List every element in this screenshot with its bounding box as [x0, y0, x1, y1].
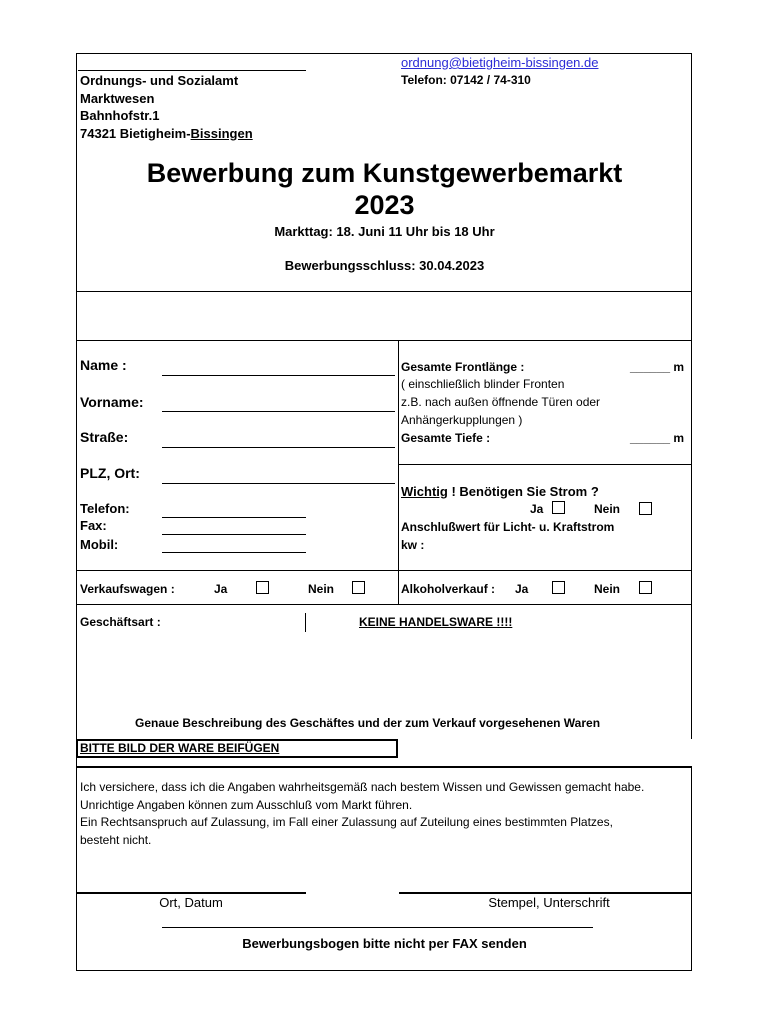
signature-line[interactable] [399, 892, 692, 894]
name-label: Name : [80, 357, 127, 373]
page-title-year: 2023 [354, 190, 415, 220]
power-question-text: ! Benötigen Sie Strom ? [447, 484, 599, 499]
middle-divider [398, 340, 399, 605]
stamp-signature-label: Stempel, Unterschrift [488, 895, 610, 910]
power-yes-label: Ja [530, 502, 544, 516]
alcohol-yes-checkbox[interactable] [552, 581, 565, 594]
power-yes-checkbox[interactable] [552, 501, 565, 514]
mobile-label: Mobil: [80, 537, 119, 552]
street-label: Straße: [80, 429, 129, 445]
power-no-label: Nein [594, 502, 621, 516]
depth-blank[interactable]: ______ m [630, 431, 685, 445]
fax-input-line[interactable] [162, 534, 306, 535]
stand-power-separator [398, 464, 692, 465]
deadline: Bewerbungsschluss: 30.04.2023 [284, 258, 485, 273]
alcohol-label: Alkoholverkauf : [401, 582, 496, 596]
office-city-prefix: 74321 Bietigheim- [80, 125, 191, 141]
vehicle-no-checkbox[interactable] [352, 581, 365, 594]
email-link[interactable]: ordnung@bietigheim-bissingen.de [401, 55, 599, 70]
business-label: Geschäftsart : [80, 615, 161, 629]
depth-label: Gesamte Tiefe : [401, 431, 491, 445]
front-length-label: Gesamte Frontlänge : [401, 360, 525, 374]
front-note-2: z.B. nach außen öffnende Türen oder [401, 395, 601, 409]
fax-label: Fax: [80, 518, 107, 533]
declaration-line-2: Unrichtige Angaben können zum Ausschluß vom Markt führen. [80, 797, 413, 812]
phone-input-line[interactable] [162, 517, 306, 518]
front-note-1: ( einschließlich blinder Fronten [401, 377, 565, 391]
business-description-hint: Genaue Beschreibung des Geschäftes und der zum Verkauf vorgesehenen Waren [135, 716, 601, 730]
phone-text: Telefon: 07142 / 74-310 [401, 73, 531, 87]
front-length-blank[interactable]: ______ m [630, 360, 685, 374]
declaration-line-3: Ein Rechtsanspruch auf Zulassung, im Fall einer Zulassung auf Zuteilung eines bestimmten Platzes, [80, 815, 613, 829]
frame-right [691, 53, 692, 739]
office-department: Marktwesen [80, 90, 155, 106]
office-address [80, 72, 253, 142]
phone-label: Telefon: [80, 501, 130, 516]
office-city [80, 125, 253, 143]
separator-1 [76, 291, 692, 292]
page-title: Bewerbung zum Kunstgewerbemarkt [146, 158, 623, 188]
alcohol-no-label: Nein [594, 582, 621, 596]
firstname-input-line[interactable] [162, 411, 395, 412]
vehicle-yes-checkbox[interactable] [256, 581, 269, 594]
important-label: Wichtig [401, 484, 448, 499]
header-signature-line [78, 70, 306, 71]
frame-top [76, 53, 692, 54]
office-street: Bahnhofstr.1 [80, 108, 160, 123]
declaration-line-1: Ich versichere, dass ich die Angaben wahrheitsgemäß nach bestem Wissen und Gewissen gemacht habe. [80, 780, 645, 794]
no-trade-goods-text: KEINE HANDELSWARE !!!! [359, 615, 513, 629]
office-name: Ordnungs- und Sozialamt [80, 73, 239, 88]
vehicle-yes-label: Ja [214, 582, 228, 596]
declaration-line-4: besteht nicht. [80, 832, 152, 847]
market-day: Markttag: 18. Juni 11 Uhr bis 18 Uhr [274, 224, 495, 239]
kw-label: kw : [401, 538, 425, 552]
vehicle-label: Verkaufswagen : [80, 582, 175, 596]
frame-bottom [76, 970, 692, 971]
row-separator-top [76, 570, 692, 571]
front-note-3: Anhängerkupplungen ) [401, 413, 523, 427]
separator-2 [76, 340, 692, 341]
vehicle-no-label: Nein [308, 582, 335, 596]
declaration-text [80, 779, 644, 849]
firstname-label: Vorname: [80, 394, 144, 410]
declaration-separator [76, 766, 692, 768]
place-date-label: Ort, Datum [159, 895, 223, 910]
business-cursor-mark [305, 613, 306, 632]
zip-label: PLZ, Ort: [80, 465, 140, 481]
footer-line [162, 927, 593, 928]
mobile-input-line[interactable] [162, 552, 306, 553]
place-date-line[interactable] [76, 892, 306, 894]
photo-note-box [76, 739, 398, 758]
no-fax-note: Bewerbungsbogen bitte nicht per FAX senden [242, 936, 527, 951]
zip-input-line[interactable] [162, 483, 395, 484]
office-city-suffix: Bissingen [190, 125, 253, 141]
row-separator-bottom [76, 604, 692, 605]
no-trade-goods [359, 615, 512, 629]
power-no-checkbox[interactable] [639, 502, 652, 515]
power-question [401, 484, 599, 499]
street-input-line[interactable] [162, 447, 395, 448]
alcohol-no-checkbox[interactable] [639, 581, 652, 594]
photo-note-text: BITTE BILD DER WARE BEIFÜGEN [80, 741, 280, 755]
connection-label: Anschlußwert für Licht- u. Kraftstrom [401, 520, 615, 534]
name-input-line[interactable] [162, 375, 395, 376]
alcohol-yes-label: Ja [515, 582, 529, 596]
